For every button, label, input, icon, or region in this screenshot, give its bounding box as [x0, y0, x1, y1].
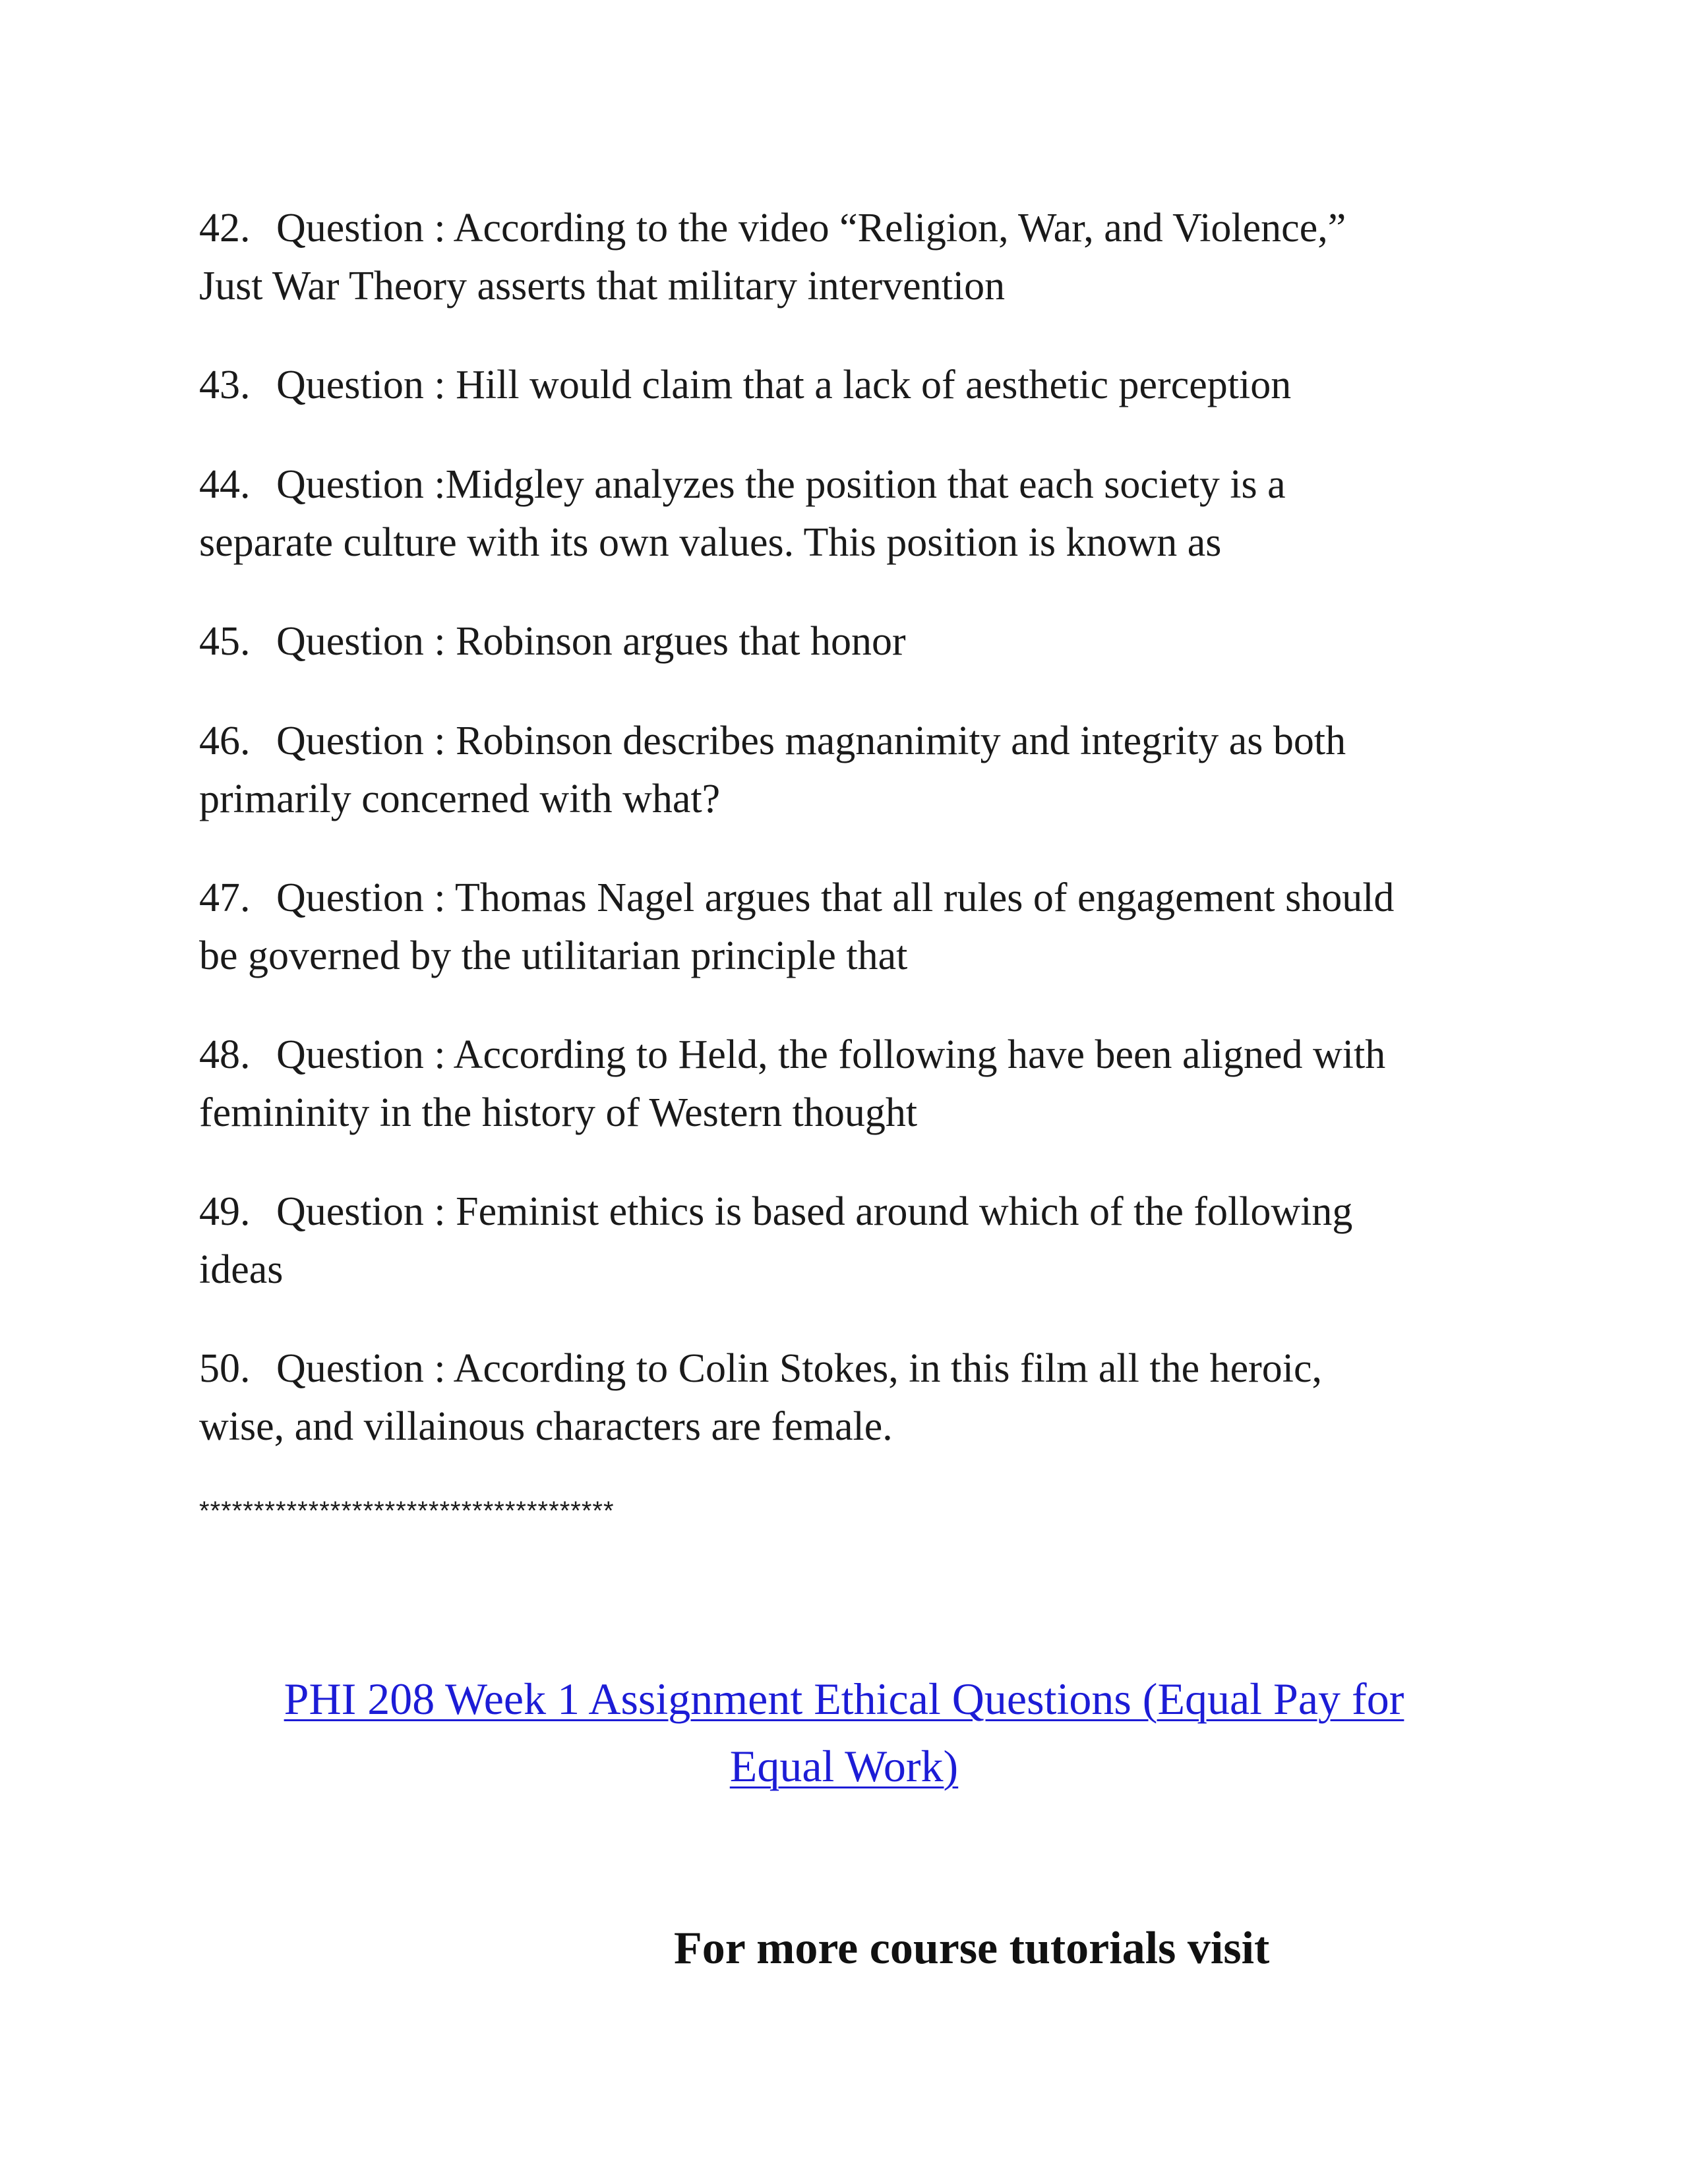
question-42	[199, 199, 1518, 315]
question-text-line1: Question : Thomas Nagel argues that all rules of engagement should	[276, 875, 1395, 920]
question-text-line1: Question : Feminist ethics is based around which of the following	[276, 1189, 1353, 1234]
question-46	[199, 712, 1518, 828]
question-text-line2: be governed by the utilitarian principle that	[199, 933, 908, 978]
question-49	[199, 1183, 1518, 1299]
assignment-link[interactable]	[0, 1665, 1688, 1800]
question-number: 45.	[199, 619, 251, 664]
course-tutorials-visit-text: For more course tutorials visit	[674, 1923, 1270, 1974]
question-44	[199, 456, 1518, 572]
question-48	[199, 1026, 1518, 1142]
question-number: 49.	[199, 1189, 251, 1234]
question-50	[199, 1340, 1518, 1456]
question-text-line1: Question : Robinson argues that honor	[276, 619, 906, 664]
question-text-line1: Question :Midgley analyzes the position that each society is a	[276, 462, 1286, 507]
question-number: 42.	[199, 206, 251, 251]
assignment-link-line2[interactable]: Equal Work)	[729, 1741, 959, 1791]
question-number: 47.	[199, 875, 251, 920]
assignment-link-line1[interactable]: PHI 208 Week 1 Assignment Ethical Questions (Equal Pay for	[284, 1674, 1404, 1724]
question-text-line2: primarily concerned with what?	[199, 777, 721, 821]
question-text-line2: wise, and villainous characters are female.	[199, 1404, 893, 1449]
question-text-line1: Question : According to Colin Stokes, in this film all the heroic,	[276, 1346, 1322, 1391]
question-number: 43.	[199, 363, 251, 407]
question-text-line1: Question : According to Held, the following have been aligned with	[276, 1032, 1386, 1077]
asterisk-separator: **************************************	[199, 1496, 615, 1525]
question-43	[199, 356, 1518, 414]
question-text-line2: Just War Theory asserts that military intervention	[199, 264, 1006, 309]
question-number: 48.	[199, 1032, 251, 1077]
question-text-line2: femininity in the history of Western thought	[199, 1090, 918, 1135]
question-text-line1: Question : According to the video “Religion, War, and Violence,”	[276, 206, 1346, 251]
question-text-line2: separate culture with its own values. This position is known as	[199, 520, 1222, 565]
question-text-line1: Question : Hill would claim that a lack of aesthetic perception	[276, 363, 1292, 407]
question-number: 50.	[199, 1346, 251, 1391]
question-number: 46.	[199, 719, 251, 763]
question-45	[199, 612, 1518, 670]
question-text-line1: Question : Robinson describes magnanimity and integrity as both	[276, 719, 1346, 763]
question-47	[199, 869, 1518, 985]
question-number: 44.	[199, 462, 251, 507]
question-text-line2: ideas	[199, 1247, 284, 1292]
